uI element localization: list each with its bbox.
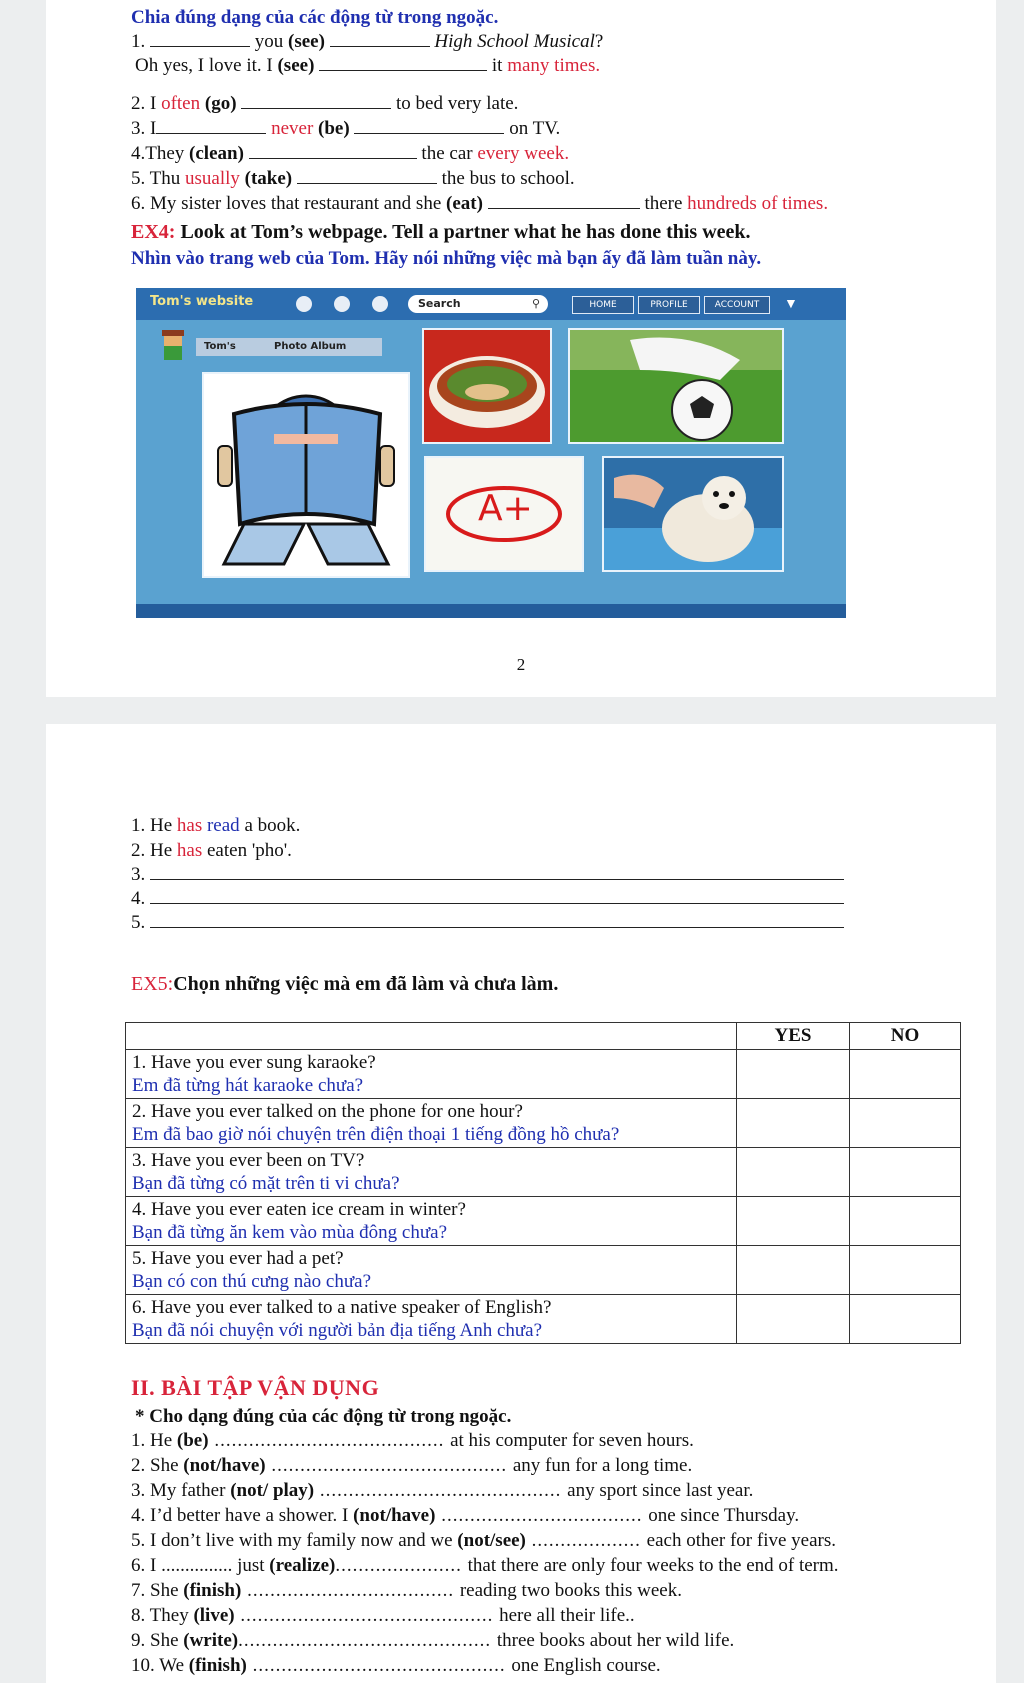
answer-blank[interactable]: .................................... xyxy=(241,1580,460,1601)
exercise-item xyxy=(131,1479,753,1503)
answer-line-3 xyxy=(131,863,844,887)
yes-cell[interactable] xyxy=(737,1099,850,1148)
answer-blank[interactable]: ................................... xyxy=(435,1505,649,1526)
column-no: NO xyxy=(850,1023,961,1050)
user-icon xyxy=(372,296,388,312)
column-yes: YES xyxy=(737,1023,850,1050)
question-vi: Bạn đã từng ăn kem vào mùa đông chưa? xyxy=(132,1222,448,1243)
text: a book. xyxy=(244,815,301,836)
grade-paper-photo xyxy=(424,456,584,572)
question-en: 4. Have you ever eaten ice cream in winter? xyxy=(132,1199,466,1220)
text: you xyxy=(254,31,284,52)
football-photo xyxy=(568,328,784,444)
answer-blank[interactable] xyxy=(150,30,250,47)
text: ? xyxy=(594,31,604,52)
tab-toms: Tom's xyxy=(196,338,268,356)
home-icon xyxy=(296,296,312,312)
verb-hint: (not/see) xyxy=(457,1530,526,1551)
no-cell[interactable] xyxy=(850,1050,961,1099)
exercise-line-1a xyxy=(131,30,603,54)
yes-cell[interactable] xyxy=(737,1197,850,1246)
text: on TV. xyxy=(509,118,561,139)
answer-line-4 xyxy=(131,887,844,911)
question-vi: Bạn đã từng có mặt trên ti vi chưa? xyxy=(132,1173,400,1194)
text: 2. He xyxy=(131,840,173,861)
exercise-line-1b xyxy=(135,54,600,78)
section-2-title: II. BÀI TẬP VẬN DỤNG xyxy=(131,1375,380,1400)
answer-blank[interactable]: ............................................ xyxy=(246,1655,512,1676)
search-icon: ⚲ xyxy=(531,297,540,310)
text: 8. They xyxy=(131,1605,194,1626)
answer-blank[interactable] xyxy=(488,192,640,209)
answer-blank[interactable]: .......................................... xyxy=(314,1480,568,1501)
text: 3. My father xyxy=(131,1480,231,1501)
exercise-item xyxy=(131,1629,734,1653)
text: 5. I don’t live with my family now and we xyxy=(131,1530,458,1551)
time-expression: hundreds of times. xyxy=(687,193,829,214)
question-en: 6. Have you ever talked to a native speaker of English? xyxy=(132,1297,552,1318)
text: the car xyxy=(421,143,473,164)
exercise-label: EX5: xyxy=(131,973,174,995)
exercise-instruction: Look at Tom’s webpage. Tell a partner what he has done this week. xyxy=(180,221,751,243)
exercise-item xyxy=(131,1654,661,1678)
adverb: never xyxy=(271,118,314,139)
question-vi: Bạn đã nói chuyện với người bản địa tiếng Anh chưa? xyxy=(132,1320,543,1341)
ex4-heading xyxy=(131,220,751,244)
answer-blank[interactable] xyxy=(319,54,487,71)
verb-hint: (not/have) xyxy=(183,1455,266,1476)
instruction-heading: Chia đúng dạng của các động từ trong ngoặc. xyxy=(131,7,499,28)
text: to bed very late. xyxy=(396,93,519,114)
yes-cell[interactable] xyxy=(737,1246,850,1295)
table-row xyxy=(126,1099,961,1148)
table-row xyxy=(126,1246,961,1295)
text: 1. He xyxy=(131,1430,177,1451)
movie-title: High School Musical xyxy=(434,31,595,52)
question-vi: Em đã bao giờ nói chuyện trên điện thoại 1 tiếng đồng hồ chưa? xyxy=(132,1124,620,1145)
past-participle: read xyxy=(206,815,240,836)
verb-hint: (see) xyxy=(288,31,325,52)
text: 7. She xyxy=(131,1580,184,1601)
line-number: 1. xyxy=(131,31,146,52)
question-en: 1. Have you ever sung karaoke? xyxy=(132,1052,376,1073)
webpage-footer xyxy=(136,604,846,618)
text: 1. He xyxy=(131,815,173,836)
experience-table xyxy=(125,1022,961,1344)
exercise-label: EX4: xyxy=(131,221,176,243)
question-en: 3. Have you ever been on TV? xyxy=(132,1150,365,1171)
table-row xyxy=(126,1050,961,1099)
no-cell[interactable] xyxy=(850,1197,961,1246)
text: 2. I xyxy=(131,93,157,114)
tom-webpage-illustration xyxy=(136,288,846,618)
text: one since Thursday. xyxy=(648,1505,800,1526)
answer-line-1 xyxy=(131,814,300,838)
nav-home: HOME xyxy=(572,296,634,314)
text: 6. My sister loves that restaurant and she xyxy=(131,193,442,214)
exercise-line-4 xyxy=(131,142,569,166)
yes-cell[interactable] xyxy=(737,1148,850,1197)
question-cell xyxy=(126,1246,737,1295)
exercise-item xyxy=(131,1604,635,1628)
text: eaten 'pho'. xyxy=(206,840,292,861)
verb-hint: (finish) xyxy=(183,1580,242,1601)
exercise-item xyxy=(131,1554,839,1578)
verb-hint: (go) xyxy=(204,93,237,114)
text: it xyxy=(491,55,503,76)
verb-hint: (realize) xyxy=(269,1555,336,1576)
line-number: 5. xyxy=(131,912,146,933)
table-row xyxy=(126,1197,961,1246)
text: here all their life.. xyxy=(499,1605,635,1626)
nav-account: ACCOUNT xyxy=(704,296,770,314)
ex5-heading xyxy=(131,972,558,996)
answer-line-2 xyxy=(131,839,292,863)
text: 10. We xyxy=(131,1655,189,1676)
answer-blank[interactable] xyxy=(241,92,391,109)
avatar xyxy=(158,328,188,362)
exercise-line-6 xyxy=(131,192,828,216)
yes-cell[interactable] xyxy=(737,1050,850,1099)
webpage-search xyxy=(408,295,548,313)
table-row xyxy=(126,1148,961,1197)
no-cell[interactable] xyxy=(850,1148,961,1197)
text: three books about her wild life. xyxy=(496,1630,735,1651)
question-en: 2. Have you ever talked on the phone for one hour? xyxy=(132,1101,523,1122)
exercise-item xyxy=(131,1504,799,1528)
chat-icon xyxy=(334,296,350,312)
line-number: 4. xyxy=(131,888,146,909)
nav-profile: PROFILE xyxy=(638,296,700,314)
adverb: usually xyxy=(185,168,240,189)
text: 9. She xyxy=(131,1630,184,1651)
answer-blank[interactable] xyxy=(297,167,437,184)
text: each other for five years. xyxy=(646,1530,837,1551)
answer-blank[interactable]: ......................................... xyxy=(265,1455,513,1476)
answer-blank[interactable] xyxy=(354,117,504,134)
question-cell xyxy=(126,1099,737,1148)
answer-blank[interactable] xyxy=(330,30,430,47)
text: 2. She xyxy=(131,1455,184,1476)
worksheet-page-1 xyxy=(46,0,996,697)
page-number: 2 xyxy=(516,655,526,674)
auxiliary-verb: has xyxy=(176,840,203,861)
text: the bus to school. xyxy=(441,168,575,189)
question-vi: Bạn có con thú cưng nào chưa? xyxy=(132,1271,372,1292)
text: any sport since last year. xyxy=(567,1480,754,1501)
question-cell xyxy=(126,1295,737,1344)
verb-hint: (write) xyxy=(183,1630,239,1651)
verb-hint: (clean) xyxy=(189,143,244,164)
question-cell xyxy=(126,1197,737,1246)
verb-hint: (not/have) xyxy=(353,1505,436,1526)
exercise-item xyxy=(131,1454,692,1478)
reading-photo xyxy=(202,372,410,578)
no-cell[interactable] xyxy=(850,1295,961,1344)
text: 6. I ............... just xyxy=(131,1555,270,1576)
verb-hint: (eat) xyxy=(446,193,483,214)
question-cell xyxy=(126,1148,737,1197)
adverb: often xyxy=(161,93,201,114)
verb-hint: (be) xyxy=(176,1430,209,1451)
exercise-item xyxy=(131,1529,836,1553)
answer-blank[interactable]: ................... xyxy=(525,1530,647,1551)
no-cell[interactable] xyxy=(850,1099,961,1148)
text: that there are only four weeks to the end of term. xyxy=(467,1555,839,1576)
text: there xyxy=(644,193,683,214)
answer-blank[interactable]: ...................... xyxy=(335,1555,468,1576)
answer-blank[interactable] xyxy=(150,887,844,904)
line-number: 3. xyxy=(131,864,146,885)
answer-blank[interactable] xyxy=(150,863,844,880)
answer-line-5 xyxy=(131,911,844,935)
verb-hint: (take) xyxy=(244,168,293,189)
pho-photo xyxy=(422,328,552,444)
dog-photo xyxy=(602,456,784,572)
ex4-vietnamese: Nhìn vào trang web của Tom. Hãy nói những việc mà bạn ấy đã làm tuần này. xyxy=(131,248,762,269)
webpage-brand: Tom's website xyxy=(150,294,254,309)
tab-photo-album: Photo Album xyxy=(266,338,382,356)
text: 4.They xyxy=(131,143,185,164)
webpage-header xyxy=(136,288,846,320)
exercise-line-3 xyxy=(131,117,560,141)
question-cell xyxy=(126,1050,737,1099)
text: one English course. xyxy=(511,1655,661,1676)
exercise-instruction: Chọn những việc mà em đã làm và chưa làm. xyxy=(173,973,559,995)
verb-hint: (live) xyxy=(193,1605,235,1626)
table-header-empty xyxy=(126,1023,737,1050)
table-row xyxy=(126,1295,961,1344)
answer-blank[interactable]: ............................................ xyxy=(234,1605,500,1626)
verb-hint: (not/ play) xyxy=(230,1480,315,1501)
dropdown-icon: ▼ xyxy=(784,297,798,312)
question-vi: Em đã từng hát karaoke chưa? xyxy=(132,1075,364,1096)
verb-hint: (be) xyxy=(318,118,350,139)
search-label: Search xyxy=(418,297,461,310)
answer-blank[interactable] xyxy=(249,142,417,159)
grade-label: A+ xyxy=(478,488,533,529)
text: any fun for a long time. xyxy=(512,1455,693,1476)
exercise-line-5 xyxy=(131,167,575,191)
worksheet-page-2 xyxy=(46,724,996,1683)
verb-hint: (see) xyxy=(277,55,315,76)
text: 5. Thu xyxy=(131,168,181,189)
exercise-item xyxy=(131,1579,682,1603)
question-en: 5. Have you ever had a pet? xyxy=(132,1248,344,1269)
auxiliary-verb: has xyxy=(176,815,203,836)
table-header-row xyxy=(126,1023,961,1050)
answer-blank[interactable] xyxy=(150,911,844,928)
text: reading two books this week. xyxy=(459,1580,682,1601)
section-2-instruction: * Cho dạng đúng của các động từ trong ngoặc. xyxy=(135,1406,512,1427)
text: Oh yes, I love it. I xyxy=(135,55,273,76)
exercise-line-2 xyxy=(131,92,518,116)
text: 3. I xyxy=(131,118,157,139)
yes-cell[interactable] xyxy=(737,1295,850,1344)
time-expression: many times. xyxy=(507,55,601,76)
time-expression: every week. xyxy=(477,143,570,164)
text: at his computer for seven hours. xyxy=(450,1430,694,1451)
verb-hint: (finish) xyxy=(188,1655,247,1676)
answer-blank[interactable]: ............................................ xyxy=(238,1630,497,1651)
exercise-item xyxy=(131,1429,694,1453)
text: 4. I’d better have a shower. I xyxy=(131,1505,354,1526)
no-cell[interactable] xyxy=(850,1246,961,1295)
answer-blank[interactable] xyxy=(156,117,266,134)
answer-blank[interactable]: ........................................ xyxy=(208,1430,451,1451)
